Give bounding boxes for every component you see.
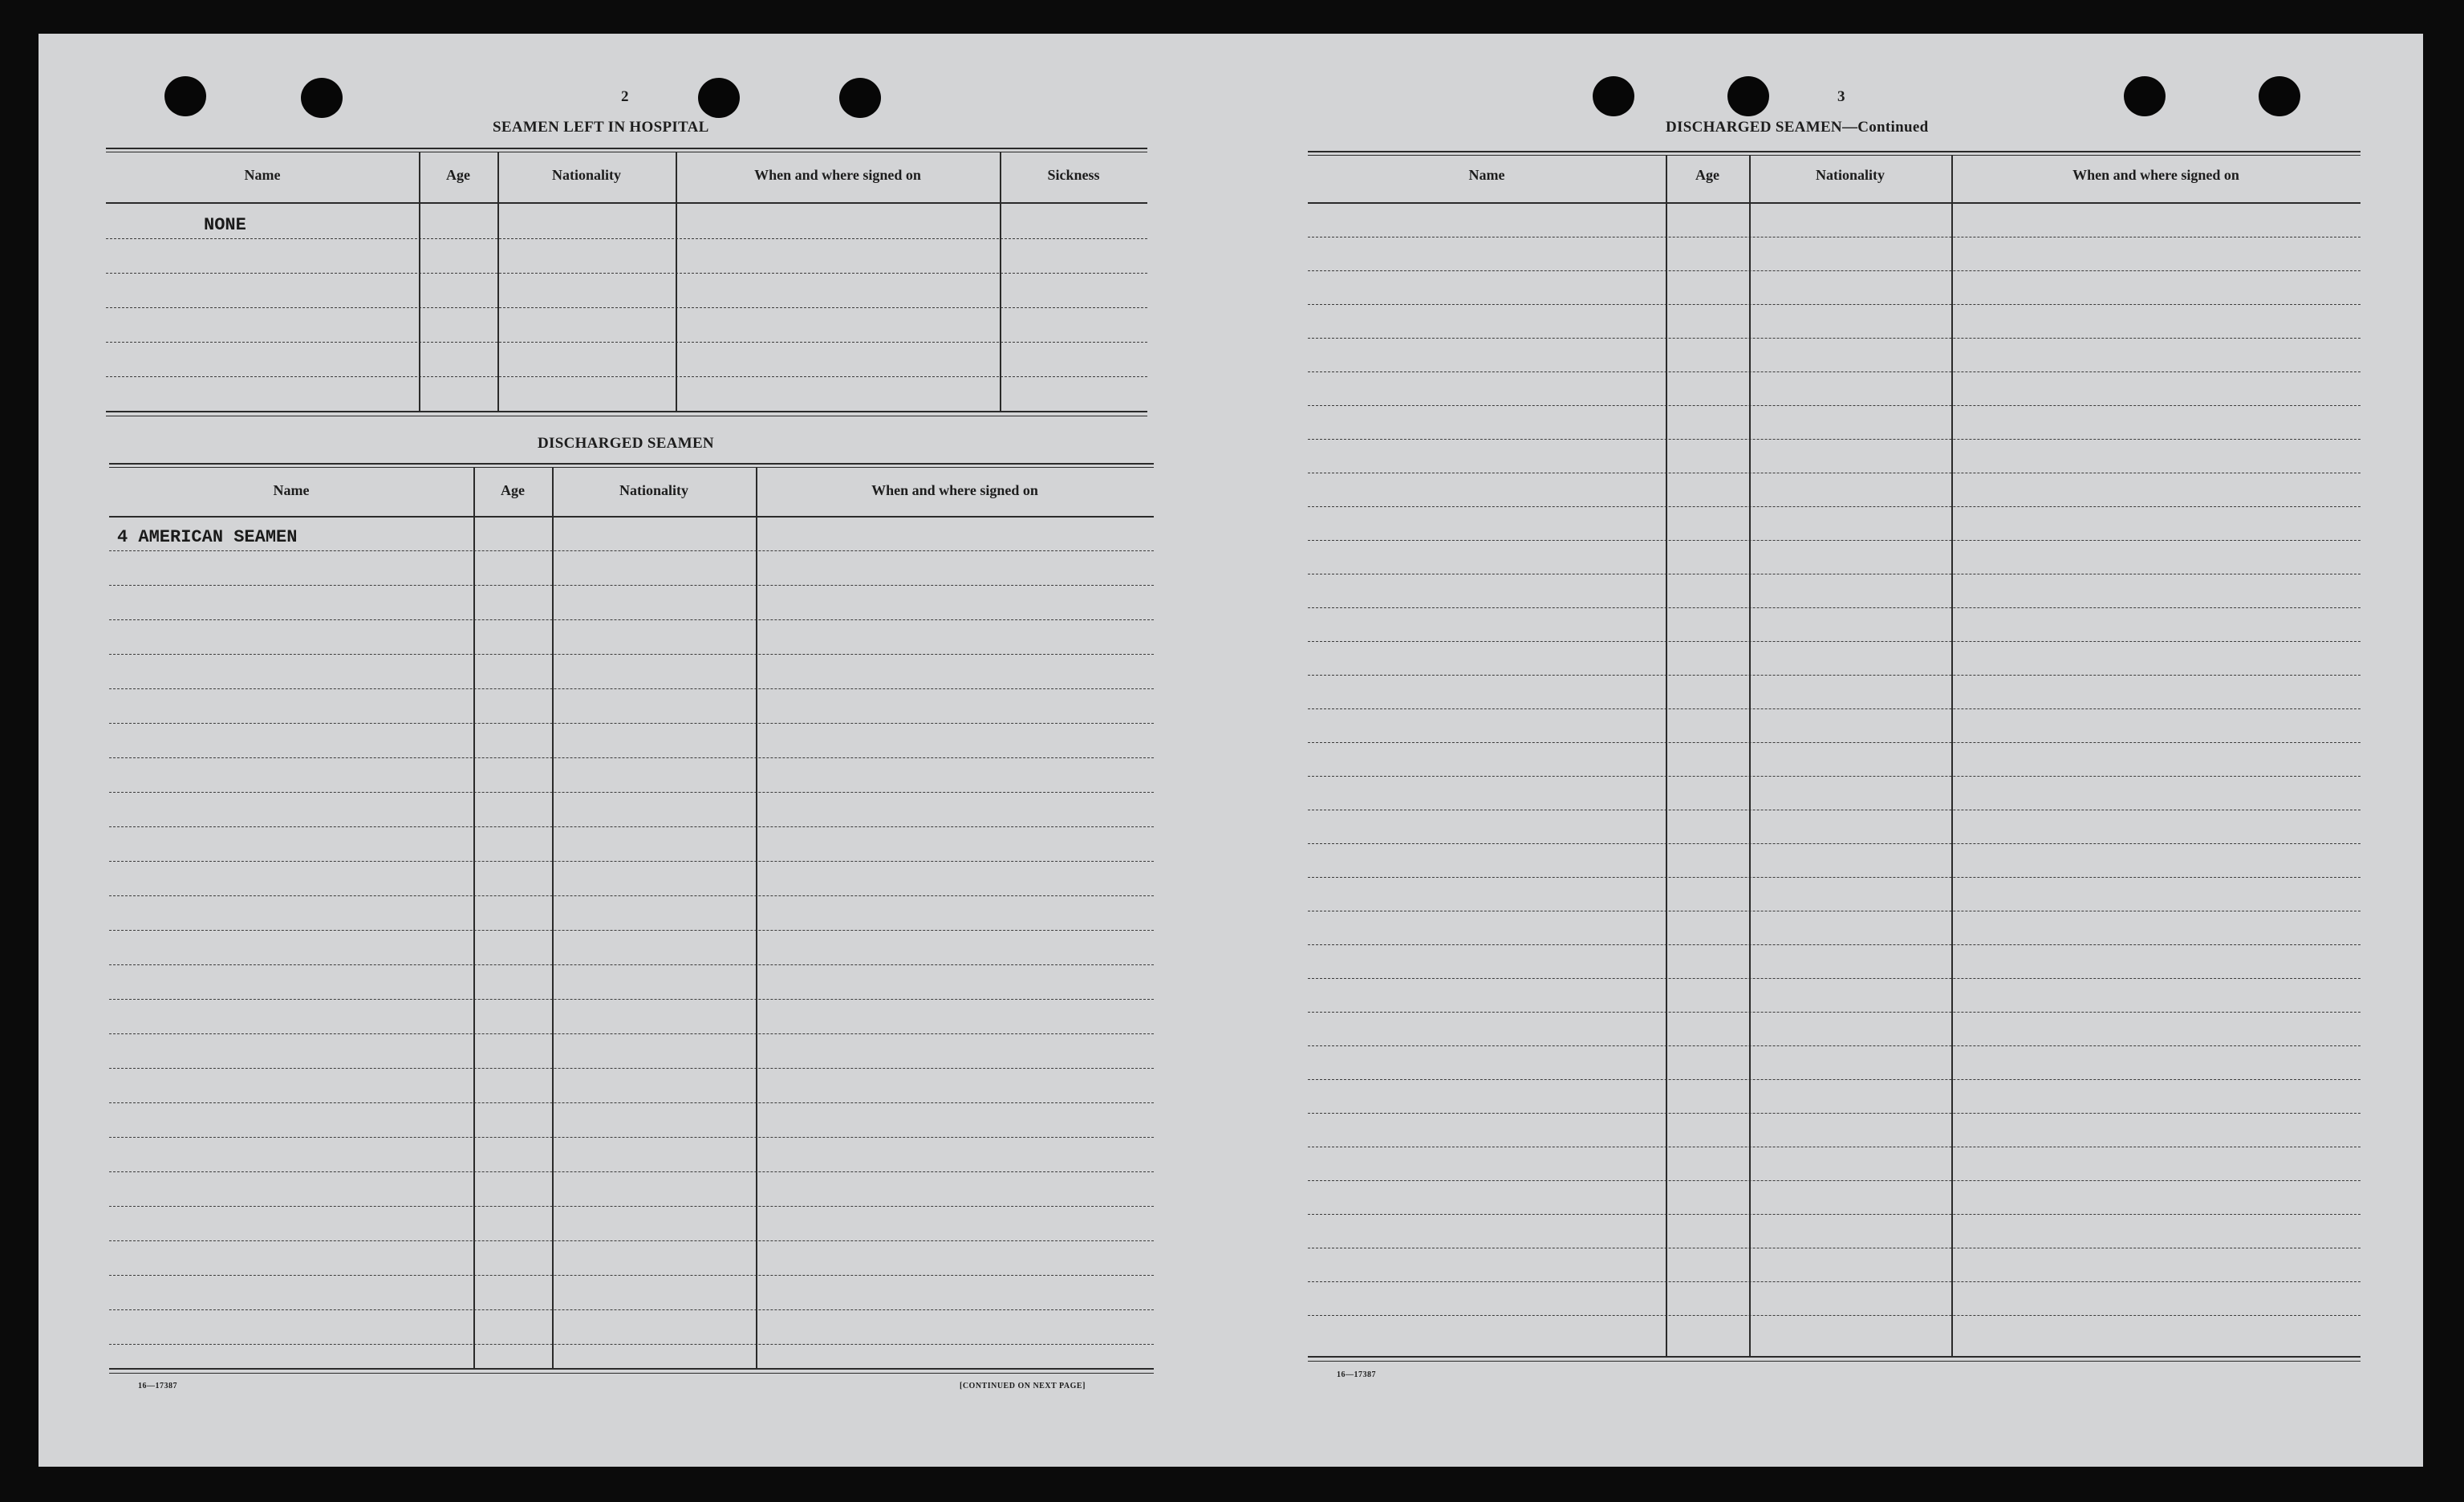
discharged-continued-title-main: DISCHARGED SEAMEN xyxy=(1666,119,1842,136)
punch-hole xyxy=(2124,76,2166,116)
discharged-continued-title-suffix: —Continued xyxy=(1841,119,1929,136)
col-header-age: Age xyxy=(501,482,525,498)
col-header-name: Name xyxy=(273,482,310,498)
punch-hole xyxy=(1593,76,1634,116)
col-header-signed-on: When and where signed on xyxy=(871,482,1038,498)
col-header-age: Age xyxy=(1695,167,1719,183)
col-header-age: Age xyxy=(446,167,470,183)
hospital-entry: NONE xyxy=(204,215,246,235)
form-number-left: 16—17387 xyxy=(138,1382,177,1390)
punch-hole xyxy=(164,76,206,116)
form-number-right: 16—17387 xyxy=(1337,1370,1376,1379)
punch-hole xyxy=(839,78,881,118)
discharged-continued-table xyxy=(1308,151,2360,1364)
discharged-table xyxy=(109,463,1154,1376)
col-header-name: Name xyxy=(244,167,281,183)
col-header-nationality: Nationality xyxy=(619,482,688,498)
punch-hole xyxy=(2259,76,2300,116)
col-header-signed-on: When and where signed on xyxy=(2072,167,2239,183)
hospital-title: SEAMEN LEFT IN HOSPITAL xyxy=(493,119,709,136)
col-header-nationality: Nationality xyxy=(1815,167,1885,183)
hospital-table xyxy=(106,148,1147,417)
discharged-continued-title xyxy=(1666,119,1928,136)
continued-note: [CONTINUED ON NEXT PAGE] xyxy=(960,1382,1086,1390)
punch-hole xyxy=(1727,76,1769,116)
col-header-sickness: Sickness xyxy=(1047,167,1100,183)
col-header-signed-on: When and where signed on xyxy=(754,167,921,183)
punch-hole xyxy=(301,78,343,118)
discharged-entry: 4 AMERICAN SEAMEN xyxy=(117,527,298,547)
punch-hole xyxy=(698,78,740,118)
col-header-name: Name xyxy=(1468,167,1505,183)
page-number-right: 3 xyxy=(1837,88,1845,105)
page-number-left: 2 xyxy=(621,88,629,105)
col-header-nationality: Nationality xyxy=(551,167,621,183)
discharged-title: DISCHARGED SEAMEN xyxy=(538,435,714,452)
